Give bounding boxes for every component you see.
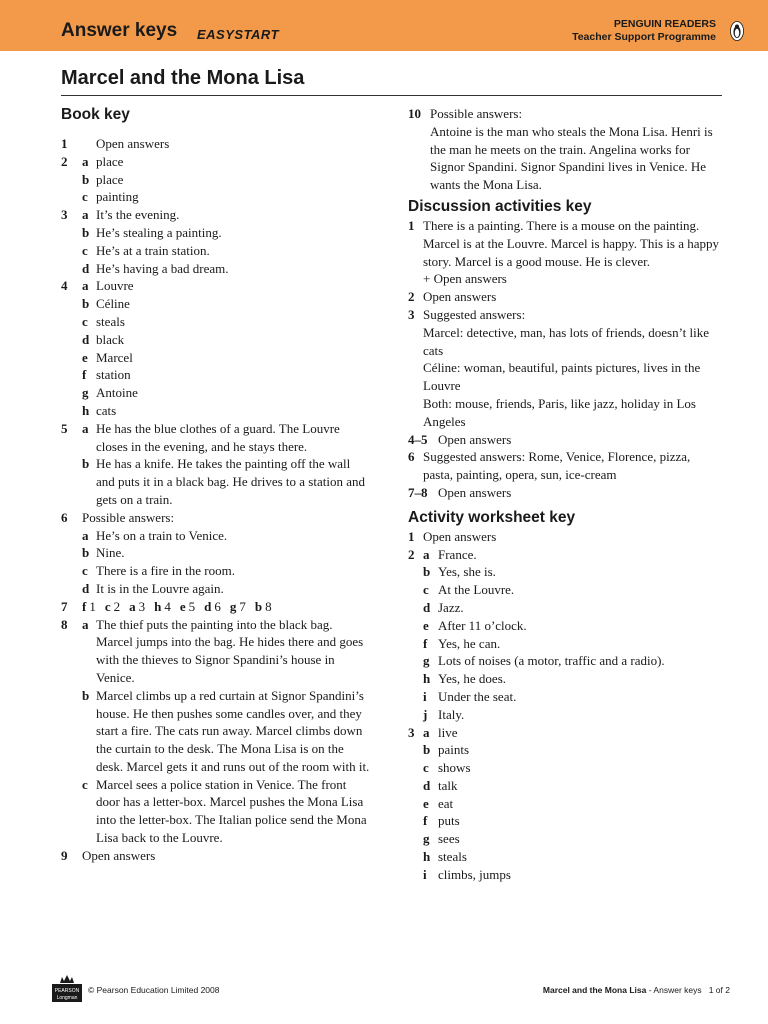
- answer-subitem: c steals: [82, 313, 125, 329]
- answer-subitem: b Marcel climbs up a red curtain at Signor Spandini’s house. He then pushes some candles over, and they start a fire. The cats run away. Marcel climbs down the curtain to the desk. The Mona Lisa is on the desk. Marcel gets it and runs out of the room with it.: [82, 687, 370, 774]
- right-column: [408, 105, 723, 884]
- answer-item: 1 Open answers: [408, 528, 497, 544]
- answer-item: 4 a Louvre: [61, 278, 134, 294]
- answer-subitem: h Yes, he does.: [423, 671, 507, 687]
- answer-subitem: b Céline: [82, 296, 130, 312]
- answer-item: 5 a He has the blue clothes of a guard. The Louvre closes in the evening, and he stays there.: [61, 420, 340, 454]
- publisher-label: PENGUIN READERS Teacher Support Programme: [572, 18, 716, 43]
- answer-text: Marcel: detective, man, has lots of friends, doesn’t like cats: [423, 324, 710, 358]
- answer-subitem: e After 11 o’clock.: [423, 617, 527, 633]
- answer-subitem: a He’s on a train to Venice.: [82, 527, 228, 543]
- answer-subitem: g sees: [423, 831, 460, 847]
- answer-subitem: h steals: [423, 849, 467, 865]
- answer-item: 8 a The thief puts the painting into the black bag. Marcel jumps into the bag. He hides there and goes with the thieves to Signor Spandini’s house in Venice.: [61, 616, 364, 685]
- answer-item: 1 There is a painting. There is a mouse on the painting. Marcel is at the Louvre. Marcel is happy. This is a happy story. Marcel is a good mouse. He is clever.: [408, 217, 720, 269]
- answer-text: Céline: woman, beautiful, paints pictures, lives in the Louvre: [423, 360, 701, 394]
- answer-subitem: c painting: [82, 189, 139, 205]
- answer-subitem: b He has a knife. He takes the painting off the wall and puts it in a black bag. He drives to a station and gets on a train.: [82, 456, 365, 507]
- worksheet-heading: Activity worksheet key: [408, 508, 576, 526]
- answer-keys-label: Answer keys: [61, 20, 178, 41]
- answer-subitem: d Jazz.: [423, 599, 464, 615]
- copyright-text: © Pearson Education Limited 2008: [88, 985, 220, 995]
- answer-subitem: b Yes, she is.: [423, 564, 496, 580]
- answer-subitem: i climbs, jumps: [423, 866, 511, 882]
- answer-subitem: c shows: [423, 760, 471, 776]
- page-title: Marcel and the Mona Lisa: [61, 67, 305, 89]
- answer-subitem: b He’s stealing a painting.: [82, 224, 222, 240]
- answer-subitem: c At the Louvre.: [423, 582, 515, 598]
- answer-subitem: b place: [82, 171, 124, 187]
- svg-text:Longman: Longman: [56, 995, 78, 1001]
- discussion-heading: Discussion activities key: [408, 197, 592, 215]
- answer-subitem: i Under the seat.: [423, 688, 517, 704]
- answer-subitem: c He’s at a train station.: [82, 242, 210, 258]
- answer-subitem: b paints: [423, 742, 470, 758]
- answer-subitem: h cats: [82, 402, 117, 418]
- answer-subitem: d black: [82, 331, 125, 347]
- answer-item: 6 Possible answers:: [61, 509, 175, 525]
- book-key-heading: Book key: [61, 106, 130, 123]
- answer-subitem: g Antoine: [82, 385, 138, 401]
- answer-text: Both: mouse, friends, Paris, like jazz, holiday in Los Angeles: [423, 395, 696, 429]
- answer-subitem: f Yes, he can.: [423, 635, 501, 651]
- answer-item: 7–8 Open answers: [408, 484, 512, 500]
- answer-item: 7 f 1 c 2 a 3 h 4 e 5 d 6 g 7 b 8: [61, 598, 272, 614]
- answer-subitem: e Marcel: [82, 349, 133, 365]
- answer-subitem: f puts: [423, 813, 460, 829]
- answer-item: 2 a France.: [408, 546, 477, 562]
- answer-text: Antoine is the man who steals the Mona Lisa. Henri is the man he meets on the train. Angelina works for Signor Spandini. Signor Spandini lives in Venice. He wants the Mona Lisa.: [430, 123, 713, 193]
- answer-item: 9 Open answers: [61, 847, 156, 863]
- svg-text:PEARSON: PEARSON: [54, 988, 80, 994]
- page-info: Marcel and the Mona Lisa - Answer keys 1 of 2: [542, 985, 730, 995]
- answer-item: 3 Suggested answers:: [408, 306, 526, 322]
- answer-item: 6 Suggested answers: Rome, Venice, Florence, pizza, pasta, painting, opera, sun, ice-cream: [408, 449, 691, 483]
- answer-item: 10 Possible answers:: [408, 106, 523, 121]
- answer-text: + Open answers: [423, 271, 507, 287]
- answer-subitem: d He’s having a bad dream.: [82, 260, 229, 276]
- title-divider: [61, 95, 722, 96]
- answer-subitem: e eat: [423, 795, 454, 811]
- answer-subitem: j Italy.: [423, 706, 465, 722]
- answer-item: 2 Open answers: [408, 289, 497, 305]
- level-label: EASYSTART: [197, 27, 280, 42]
- answer-item: 1 Open answers: [61, 136, 170, 151]
- pearson-longman-logo-icon: [52, 975, 82, 1002]
- page-footer: [0, 975, 768, 1005]
- answer-item: 3 a live: [408, 724, 458, 740]
- answer-subitem: d It is in the Louvre again.: [82, 580, 224, 596]
- answer-subitem: g Lots of noises (a motor, traffic and a radio).: [423, 653, 665, 669]
- answer-subitem: c There is a fire in the room.: [82, 563, 235, 579]
- answer-subitem: b Nine.: [82, 545, 125, 561]
- left-column: [61, 105, 371, 865]
- answer-subitem: c Marcel sees a police station in Venice. The front door has a letter-box. Marcel pushes the Mona Lisa into the letter-box. The Italian police send the Mona Lisa back to the Louvre.: [82, 776, 367, 846]
- header-banner: [0, 0, 768, 51]
- answer-item: 2 a place: [61, 153, 124, 169]
- answer-item: 3 a It’s the evening.: [61, 207, 180, 223]
- answer-item: 4–5 Open answers: [408, 431, 512, 447]
- answer-subitem: d talk: [423, 777, 458, 793]
- penguin-logo-icon: [730, 21, 744, 41]
- answer-subitem: f station: [82, 367, 131, 383]
